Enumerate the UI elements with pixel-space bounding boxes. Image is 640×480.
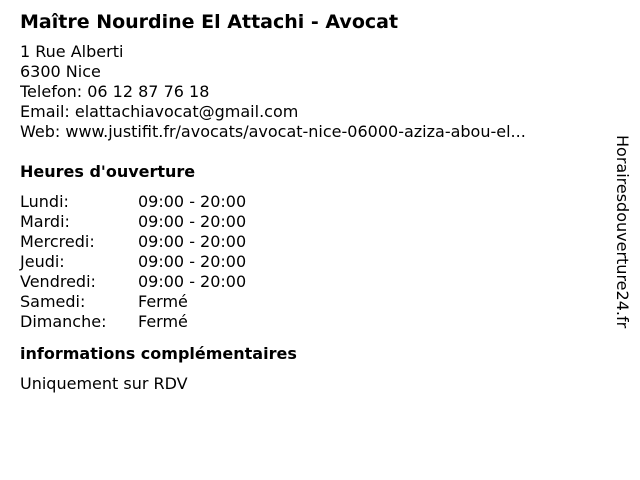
- time-value: Fermé: [138, 292, 188, 311]
- hours-row-friday: [20, 272, 246, 292]
- day-label: Jeudi:: [20, 252, 65, 271]
- hours-row-monday: [20, 192, 246, 212]
- hours-row-sunday: [20, 312, 246, 332]
- info-heading: informations complémentaires: [20, 344, 297, 363]
- day-label: Mercredi:: [20, 232, 95, 251]
- business-name: Maître Nourdine El Attachi - Avocat: [20, 11, 399, 33]
- contact-block: [20, 42, 600, 142]
- info-text: Uniquement sur RDV: [20, 374, 188, 393]
- time-value: 09:00 - 20:00: [138, 212, 247, 231]
- hours-row-tuesday: [20, 212, 246, 232]
- time-value: 09:00 - 20:00: [138, 252, 247, 271]
- day-label: Vendredi:: [20, 272, 96, 291]
- time-value: 09:00 - 20:00: [138, 232, 247, 251]
- hours-row-wednesday: [20, 232, 246, 252]
- address-street: 1 Rue Alberti: [20, 42, 124, 61]
- day-label: Dimanche:: [20, 312, 107, 331]
- address-city: 6300 Nice: [20, 62, 101, 81]
- hours-row-thursday: [20, 252, 246, 272]
- hours-row-saturday: [20, 292, 246, 312]
- day-label: Samedi:: [20, 292, 86, 311]
- web-line: Web: www.justifit.fr/avocats/avocat-nice-06000-aziza-abou-el...: [20, 122, 526, 141]
- phone-line: Telefon: 06 12 87 76 18: [20, 82, 210, 101]
- hours-heading: Heures d'ouverture: [20, 162, 196, 181]
- day-label: Mardi:: [20, 212, 70, 231]
- hours-table: [20, 192, 246, 332]
- day-label: Lundi:: [20, 192, 69, 211]
- brand-watermark: Horairesdouverture24.fr: [613, 135, 632, 329]
- time-value: 09:00 - 20:00: [138, 272, 247, 291]
- time-value: Fermé: [138, 312, 188, 331]
- email-line: Email: elattachiavocat@gmail.com: [20, 102, 299, 121]
- business-card: [20, 10, 600, 394]
- time-value: 09:00 - 20:00: [138, 192, 247, 211]
